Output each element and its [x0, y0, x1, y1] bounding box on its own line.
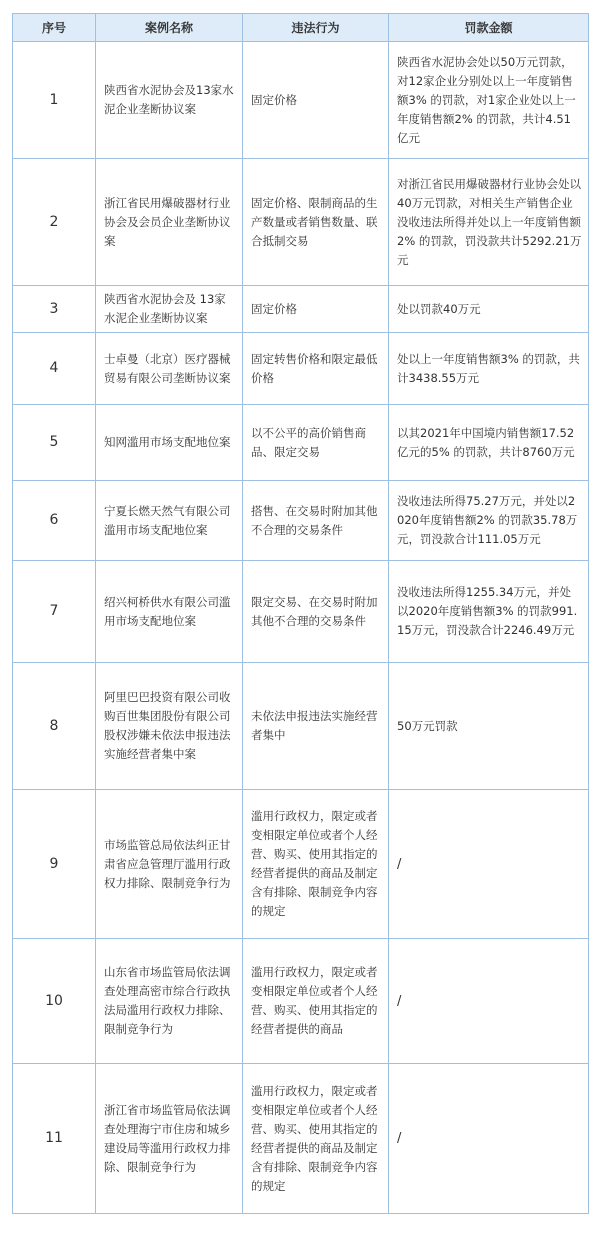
header-fine: 罚款金额 [389, 14, 589, 42]
header-violation: 违法行为 [243, 14, 389, 42]
cell-fine: 没收违法所得1255.34万元，并处以2020年度销售额3% 的罚款991.15万元，罚没款合计2246.49万元 [389, 561, 589, 663]
cell-fine: 对浙江省民用爆破器材行业协会处以40万元罚款，对相关生产销售企业没收违法所得并处以上一年度销售额2% 的罚款，罚没款共计5292.21万元 [389, 159, 589, 286]
cell-no: 10 [13, 939, 96, 1064]
cell-fine: 处以上一年度销售额3% 的罚款，共计3438.55万元 [389, 333, 589, 405]
cell-violation: 滥用行政权力，限定或者变相限定单位或者个人经营、购买、使用其指定的经营者提供的商品 [243, 939, 389, 1064]
cell-case-name: 绍兴柯桥供水有限公司滥用市场支配地位案 [96, 561, 243, 663]
table-header-row [13, 14, 589, 42]
cell-fine: 50万元罚款 [389, 663, 589, 790]
cell-no: 5 [13, 405, 96, 481]
cell-fine: 陕西省水泥协会处以50万元罚款，对12家企业分别处以上一年度销售额3% 的罚款，对1家企业处以上一年度销售额2% 的罚款，共计4.51亿元 [389, 42, 589, 159]
cases-table-container [12, 13, 588, 1214]
table-row [13, 159, 589, 286]
cell-case-name: 阿里巴巴投资有限公司收购百世集团股份有限公司股权涉嫌未依法申报违法实施经营者集中案 [96, 663, 243, 790]
cell-no: 11 [13, 1064, 96, 1214]
table-row [13, 333, 589, 405]
cell-case-name: 山东省市场监管局依法调查处理高密市综合行政执法局滥用行政权力排除、限制竞争行为 [96, 939, 243, 1064]
table-row [13, 405, 589, 481]
cell-violation: 固定转售价格和限定最低价格 [243, 333, 389, 405]
cell-violation: 固定价格 [243, 42, 389, 159]
cell-violation: 固定价格、限制商品的生产数量或者销售数量、联合抵制交易 [243, 159, 389, 286]
cell-fine: / [389, 1064, 589, 1214]
cell-violation: 搭售、在交易时附加其他不合理的交易条件 [243, 481, 389, 561]
cell-violation: 未依法申报违法实施经营者集中 [243, 663, 389, 790]
cell-fine: 没收违法所得75.27万元，并处以2020年度销售额2% 的罚款35.78万元，罚没款合计111.05万元 [389, 481, 589, 561]
header-case-name: 案例名称 [96, 14, 243, 42]
cell-no: 8 [13, 663, 96, 790]
cell-case-name: 陕西省水泥协会及13家水泥企业垄断协议案 [96, 42, 243, 159]
cell-case-name: 浙江省民用爆破器材行业协会及会员企业垄断协议案 [96, 159, 243, 286]
cell-violation: 滥用行政权力，限定或者变相限定单位或者个人经营、购买、使用其指定的经营者提供的商品及制定含有排除、限制竞争内容的规定 [243, 1064, 389, 1214]
cell-case-name: 知网滥用市场支配地位案 [96, 405, 243, 481]
table-row [13, 481, 589, 561]
cell-violation: 固定价格 [243, 286, 389, 333]
cell-fine: 处以罚款40万元 [389, 286, 589, 333]
cell-case-name: 市场监管总局依法纠正甘肃省应急管理厅滥用行政权力排除、限制竞争行为 [96, 790, 243, 939]
cell-case-name: 浙江省市场监管局依法调查处理海宁市住房和城乡建设局等滥用行政权力排除、限制竞争行为 [96, 1064, 243, 1214]
cell-fine: / [389, 939, 589, 1064]
cell-fine: 以其2021年中国境内销售额17.52亿元的5% 的罚款，共计8760万元 [389, 405, 589, 481]
table-row [13, 939, 589, 1064]
cell-fine: / [389, 790, 589, 939]
cell-no: 3 [13, 286, 96, 333]
table-row [13, 1064, 589, 1214]
cell-no: 4 [13, 333, 96, 405]
cell-no: 6 [13, 481, 96, 561]
cell-violation: 限定交易、在交易时附加其他不合理的交易条件 [243, 561, 389, 663]
table-row [13, 663, 589, 790]
cell-no: 7 [13, 561, 96, 663]
cell-violation: 滥用行政权力，限定或者变相限定单位或者个人经营、购买、使用其指定的经营者提供的商品及制定含有排除、限制竞争内容的规定 [243, 790, 389, 939]
cell-case-name: 宁夏长燃天然气有限公司滥用市场支配地位案 [96, 481, 243, 561]
table-row [13, 286, 589, 333]
cases-table [12, 13, 589, 1214]
header-no: 序号 [13, 14, 96, 42]
cell-violation: 以不公平的高价销售商品、限定交易 [243, 405, 389, 481]
cell-no: 2 [13, 159, 96, 286]
cell-no: 1 [13, 42, 96, 159]
cell-case-name: 士卓曼（北京）医疗器械贸易有限公司垄断协议案 [96, 333, 243, 405]
cell-no: 9 [13, 790, 96, 939]
table-row [13, 790, 589, 939]
cell-case-name: 陕西省水泥协会及 13家水泥企业垄断协议案 [96, 286, 243, 333]
table-row [13, 561, 589, 663]
table-row [13, 42, 589, 159]
